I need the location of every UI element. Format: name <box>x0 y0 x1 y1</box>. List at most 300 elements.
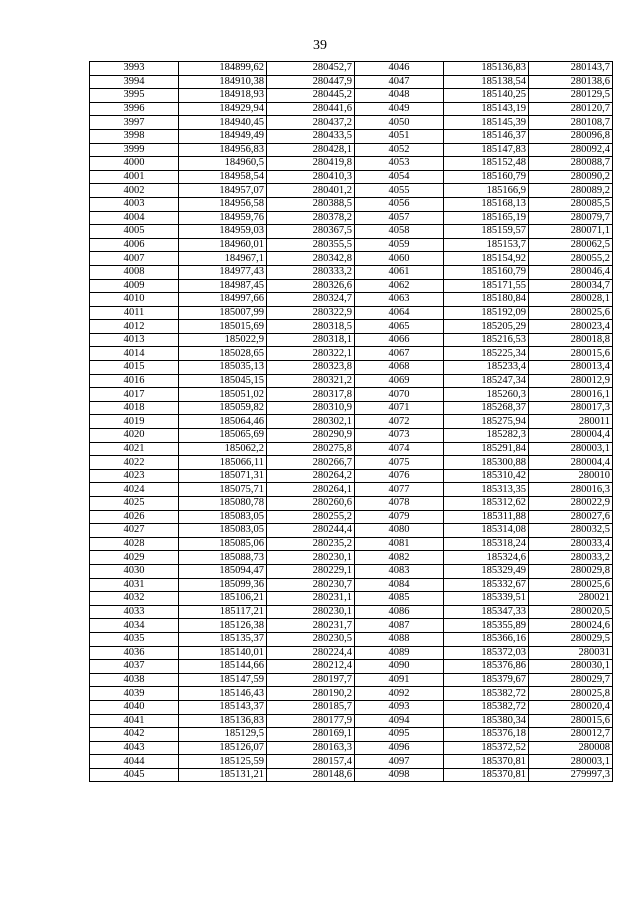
y-coordinate-left: 280367,5 <box>267 225 355 239</box>
y-coordinate-left: 280275,8 <box>267 442 355 456</box>
x-coordinate-left: 184959,03 <box>179 225 267 239</box>
x-coordinate-right: 185339,51 <box>444 592 529 606</box>
point-number-left: 3995 <box>90 89 179 103</box>
y-coordinate-right: 280003,1 <box>529 755 613 769</box>
y-coordinate-left: 280163,3 <box>267 741 355 755</box>
y-coordinate-right: 280090,2 <box>529 170 613 184</box>
table-row <box>90 741 613 755</box>
y-coordinate-right: 280024,6 <box>529 619 613 633</box>
y-coordinate-right: 280012,9 <box>529 374 613 388</box>
point-number-left: 4002 <box>90 184 179 198</box>
table-row <box>90 578 613 592</box>
y-coordinate-right: 280055,2 <box>529 252 613 266</box>
point-number-right: 4093 <box>355 700 444 714</box>
point-number-left: 4042 <box>90 728 179 742</box>
point-number-left: 4011 <box>90 306 179 320</box>
point-number-right: 4059 <box>355 238 444 252</box>
table-row <box>90 687 613 701</box>
point-number-left: 4006 <box>90 238 179 252</box>
table-row <box>90 755 613 769</box>
y-coordinate-right: 280096,8 <box>529 129 613 143</box>
y-coordinate-left: 280326,6 <box>267 279 355 293</box>
x-coordinate-right: 185233,4 <box>444 361 529 375</box>
y-coordinate-left: 280322,1 <box>267 347 355 361</box>
point-number-right: 4083 <box>355 564 444 578</box>
point-number-right: 4051 <box>355 129 444 143</box>
y-coordinate-right: 280031 <box>529 646 613 660</box>
y-coordinate-left: 280333,2 <box>267 265 355 279</box>
x-coordinate-left: 185083,05 <box>179 524 267 538</box>
x-coordinate-left: 184959,76 <box>179 211 267 225</box>
point-number-left: 4041 <box>90 714 179 728</box>
y-coordinate-right: 280046,4 <box>529 265 613 279</box>
table-row <box>90 483 613 497</box>
table-row <box>90 89 613 103</box>
y-coordinate-right: 280003,1 <box>529 442 613 456</box>
point-number-left: 4038 <box>90 673 179 687</box>
point-number-left: 3998 <box>90 129 179 143</box>
point-number-left: 4014 <box>90 347 179 361</box>
x-coordinate-left: 185140,01 <box>179 646 267 660</box>
point-number-right: 4061 <box>355 265 444 279</box>
x-coordinate-left: 185099,36 <box>179 578 267 592</box>
point-number-left: 4020 <box>90 429 179 443</box>
point-number-right: 4065 <box>355 320 444 334</box>
table-row <box>90 551 613 565</box>
x-coordinate-left: 185135,37 <box>179 632 267 646</box>
x-coordinate-right: 185159,57 <box>444 225 529 239</box>
x-coordinate-left: 184967,1 <box>179 252 267 266</box>
y-coordinate-left: 280433,5 <box>267 129 355 143</box>
table-row <box>90 714 613 728</box>
point-number-right: 4054 <box>355 170 444 184</box>
point-number-right: 4052 <box>355 143 444 157</box>
point-number-right: 4069 <box>355 374 444 388</box>
table-row <box>90 129 613 143</box>
y-coordinate-left: 280230,1 <box>267 551 355 565</box>
point-number-right: 4057 <box>355 211 444 225</box>
y-coordinate-right: 280013,4 <box>529 361 613 375</box>
table-row <box>90 497 613 511</box>
point-number-left: 4008 <box>90 265 179 279</box>
x-coordinate-right: 185313,35 <box>444 483 529 497</box>
y-coordinate-right: 280025,8 <box>529 687 613 701</box>
x-coordinate-left: 185080,78 <box>179 497 267 511</box>
y-coordinate-right: 280018,8 <box>529 333 613 347</box>
table-row <box>90 673 613 687</box>
x-coordinate-right: 185192,09 <box>444 306 529 320</box>
x-coordinate-right: 185180,84 <box>444 293 529 307</box>
y-coordinate-left: 280437,2 <box>267 116 355 130</box>
y-coordinate-left: 280244,4 <box>267 524 355 538</box>
x-coordinate-right: 185247,34 <box>444 374 529 388</box>
table-row <box>90 157 613 171</box>
x-coordinate-left: 185075,71 <box>179 483 267 497</box>
y-coordinate-right: 280034,7 <box>529 279 613 293</box>
table-row <box>90 374 613 388</box>
x-coordinate-left: 185126,07 <box>179 741 267 755</box>
y-coordinate-right: 280108,7 <box>529 116 613 130</box>
y-coordinate-right: 280016,3 <box>529 483 613 497</box>
point-number-right: 4074 <box>355 442 444 456</box>
x-coordinate-right: 185205,29 <box>444 320 529 334</box>
table-row <box>90 605 613 619</box>
point-number-left: 4009 <box>90 279 179 293</box>
y-coordinate-left: 280322,9 <box>267 306 355 320</box>
point-number-left: 4031 <box>90 578 179 592</box>
y-coordinate-right: 280089,2 <box>529 184 613 198</box>
point-number-right: 4058 <box>355 225 444 239</box>
x-coordinate-right: 185332,67 <box>444 578 529 592</box>
table-row <box>90 143 613 157</box>
point-number-right: 4088 <box>355 632 444 646</box>
x-coordinate-left: 185045,15 <box>179 374 267 388</box>
y-coordinate-left: 280190,2 <box>267 687 355 701</box>
y-coordinate-left: 280230,1 <box>267 605 355 619</box>
point-number-left: 4017 <box>90 388 179 402</box>
x-coordinate-left: 185136,83 <box>179 714 267 728</box>
x-coordinate-right: 185171,55 <box>444 279 529 293</box>
table-row <box>90 632 613 646</box>
x-coordinate-right: 185311,88 <box>444 510 529 524</box>
y-coordinate-left: 280148,6 <box>267 768 355 782</box>
point-number-right: 4085 <box>355 592 444 606</box>
y-coordinate-left: 280317,8 <box>267 388 355 402</box>
x-coordinate-right: 185355,89 <box>444 619 529 633</box>
y-coordinate-left: 280229,1 <box>267 564 355 578</box>
x-coordinate-left: 185007,99 <box>179 306 267 320</box>
x-coordinate-right: 185216,53 <box>444 333 529 347</box>
table-row <box>90 75 613 89</box>
table-row <box>90 728 613 742</box>
point-number-left: 4025 <box>90 497 179 511</box>
x-coordinate-right: 185380,34 <box>444 714 529 728</box>
table-row <box>90 564 613 578</box>
y-coordinate-left: 280231,7 <box>267 619 355 633</box>
x-coordinate-right: 185300,88 <box>444 456 529 470</box>
point-number-left: 4010 <box>90 293 179 307</box>
x-coordinate-right: 185160,79 <box>444 265 529 279</box>
x-coordinate-left: 185126,38 <box>179 619 267 633</box>
y-coordinate-right: 280085,5 <box>529 197 613 211</box>
x-coordinate-left: 184910,38 <box>179 75 267 89</box>
x-coordinate-left: 185083,05 <box>179 510 267 524</box>
x-coordinate-left: 185146,43 <box>179 687 267 701</box>
table-row <box>90 592 613 606</box>
y-coordinate-right: 280138,6 <box>529 75 613 89</box>
point-number-left: 4021 <box>90 442 179 456</box>
y-coordinate-right: 280029,8 <box>529 564 613 578</box>
table-row <box>90 429 613 443</box>
y-coordinate-right: 280071,1 <box>529 225 613 239</box>
y-coordinate-left: 280324,7 <box>267 293 355 307</box>
x-coordinate-left: 185065,69 <box>179 429 267 443</box>
x-coordinate-left: 184977,43 <box>179 265 267 279</box>
x-coordinate-left: 185088,73 <box>179 551 267 565</box>
point-number-right: 4090 <box>355 660 444 674</box>
x-coordinate-right: 185153,7 <box>444 238 529 252</box>
table-row <box>90 184 613 198</box>
coordinates-table-body <box>90 62 613 782</box>
y-coordinate-left: 280235,2 <box>267 537 355 551</box>
table-row <box>90 279 613 293</box>
point-number-left: 4044 <box>90 755 179 769</box>
y-coordinate-left: 280264,1 <box>267 483 355 497</box>
x-coordinate-left: 184958,54 <box>179 170 267 184</box>
point-number-left: 4005 <box>90 225 179 239</box>
x-coordinate-left: 184918,93 <box>179 89 267 103</box>
x-coordinate-left: 185106,21 <box>179 592 267 606</box>
point-number-right: 4066 <box>355 333 444 347</box>
x-coordinate-right: 185166,9 <box>444 184 529 198</box>
x-coordinate-left: 185125,59 <box>179 755 267 769</box>
y-coordinate-left: 280323,8 <box>267 361 355 375</box>
point-number-right: 4063 <box>355 293 444 307</box>
point-number-right: 4087 <box>355 619 444 633</box>
table-row <box>90 660 613 674</box>
x-coordinate-left: 185062,2 <box>179 442 267 456</box>
point-number-left: 4030 <box>90 564 179 578</box>
point-number-left: 4033 <box>90 605 179 619</box>
point-number-right: 4053 <box>355 157 444 171</box>
x-coordinate-left: 185131,21 <box>179 768 267 782</box>
y-coordinate-right: 280008 <box>529 741 613 755</box>
point-number-right: 4091 <box>355 673 444 687</box>
point-number-left: 4035 <box>90 632 179 646</box>
x-coordinate-left: 185147,59 <box>179 673 267 687</box>
x-coordinate-right: 185310,42 <box>444 469 529 483</box>
point-number-left: 4027 <box>90 524 179 538</box>
x-coordinate-right: 185382,72 <box>444 700 529 714</box>
point-number-right: 4079 <box>355 510 444 524</box>
point-number-right: 4086 <box>355 605 444 619</box>
x-coordinate-right: 185136,83 <box>444 62 529 76</box>
y-coordinate-left: 280428,1 <box>267 143 355 157</box>
x-coordinate-left: 185085,06 <box>179 537 267 551</box>
table-row <box>90 456 613 470</box>
table-row <box>90 170 613 184</box>
point-number-right: 4084 <box>355 578 444 592</box>
y-coordinate-left: 280224,4 <box>267 646 355 660</box>
x-coordinate-left: 185035,13 <box>179 361 267 375</box>
x-coordinate-right: 185312,62 <box>444 497 529 511</box>
table-row <box>90 306 613 320</box>
table-row <box>90 619 613 633</box>
y-coordinate-left: 280185,7 <box>267 700 355 714</box>
point-number-right: 4098 <box>355 768 444 782</box>
point-number-right: 4062 <box>355 279 444 293</box>
point-number-left: 3996 <box>90 102 179 116</box>
table-row <box>90 238 613 252</box>
y-coordinate-right: 280079,7 <box>529 211 613 225</box>
point-number-left: 4019 <box>90 415 179 429</box>
x-coordinate-left: 185144,66 <box>179 660 267 674</box>
x-coordinate-right: 185275,94 <box>444 415 529 429</box>
y-coordinate-right: 280062,5 <box>529 238 613 252</box>
x-coordinate-right: 185138,54 <box>444 75 529 89</box>
x-coordinate-right: 185260,3 <box>444 388 529 402</box>
point-number-right: 4096 <box>355 741 444 755</box>
table-row <box>90 361 613 375</box>
y-coordinate-right: 280030,1 <box>529 660 613 674</box>
x-coordinate-right: 185143,19 <box>444 102 529 116</box>
table-row <box>90 510 613 524</box>
y-coordinate-right: 280011 <box>529 415 613 429</box>
point-number-right: 4097 <box>355 755 444 769</box>
y-coordinate-left: 280212,4 <box>267 660 355 674</box>
y-coordinate-left: 280231,1 <box>267 592 355 606</box>
x-coordinate-right: 185268,37 <box>444 401 529 415</box>
x-coordinate-right: 185314,08 <box>444 524 529 538</box>
table-row <box>90 524 613 538</box>
x-coordinate-right: 185154,92 <box>444 252 529 266</box>
y-coordinate-right: 279997,3 <box>529 768 613 782</box>
table-row <box>90 700 613 714</box>
y-coordinate-right: 280029,5 <box>529 632 613 646</box>
point-number-left: 4000 <box>90 157 179 171</box>
y-coordinate-left: 280388,5 <box>267 197 355 211</box>
y-coordinate-left: 280290,9 <box>267 429 355 443</box>
table-row <box>90 102 613 116</box>
x-coordinate-right: 185382,72 <box>444 687 529 701</box>
x-coordinate-left: 185066,11 <box>179 456 267 470</box>
point-number-right: 4046 <box>355 62 444 76</box>
y-coordinate-left: 280401,2 <box>267 184 355 198</box>
x-coordinate-left: 185143,37 <box>179 700 267 714</box>
point-number-left: 4028 <box>90 537 179 551</box>
point-number-right: 4071 <box>355 401 444 415</box>
table-row <box>90 320 613 334</box>
y-coordinate-left: 280169,1 <box>267 728 355 742</box>
point-number-right: 4056 <box>355 197 444 211</box>
x-coordinate-left: 184949,49 <box>179 129 267 143</box>
point-number-right: 4055 <box>355 184 444 198</box>
table-row <box>90 388 613 402</box>
table-row <box>90 347 613 361</box>
table-row <box>90 211 613 225</box>
x-coordinate-right: 185376,18 <box>444 728 529 742</box>
y-coordinate-left: 280197,7 <box>267 673 355 687</box>
y-coordinate-right: 280004,4 <box>529 429 613 443</box>
table-row <box>90 293 613 307</box>
x-coordinate-right: 185329,49 <box>444 564 529 578</box>
point-number-right: 4089 <box>355 646 444 660</box>
y-coordinate-left: 280355,5 <box>267 238 355 252</box>
y-coordinate-right: 280025,6 <box>529 578 613 592</box>
y-coordinate-left: 280441,6 <box>267 102 355 116</box>
x-coordinate-right: 185152,48 <box>444 157 529 171</box>
x-coordinate-right: 185370,81 <box>444 768 529 782</box>
y-coordinate-left: 280318,1 <box>267 333 355 347</box>
y-coordinate-right: 280023,4 <box>529 320 613 334</box>
x-coordinate-right: 185372,52 <box>444 741 529 755</box>
y-coordinate-left: 280452,7 <box>267 62 355 76</box>
y-coordinate-right: 280120,7 <box>529 102 613 116</box>
x-coordinate-right: 185291,84 <box>444 442 529 456</box>
y-coordinate-right: 280017,3 <box>529 401 613 415</box>
table-row <box>90 62 613 76</box>
point-number-left: 4012 <box>90 320 179 334</box>
y-coordinate-left: 280419,8 <box>267 157 355 171</box>
y-coordinate-right: 280004,4 <box>529 456 613 470</box>
x-coordinate-left: 185059,82 <box>179 401 267 415</box>
point-number-right: 4081 <box>355 537 444 551</box>
x-coordinate-left: 185015,69 <box>179 320 267 334</box>
point-number-left: 4016 <box>90 374 179 388</box>
y-coordinate-left: 280318,5 <box>267 320 355 334</box>
point-number-right: 4082 <box>355 551 444 565</box>
point-number-left: 4023 <box>90 469 179 483</box>
y-coordinate-right: 280032,5 <box>529 524 613 538</box>
point-number-right: 4095 <box>355 728 444 742</box>
point-number-right: 4068 <box>355 361 444 375</box>
y-coordinate-right: 280015,6 <box>529 714 613 728</box>
point-number-right: 4047 <box>355 75 444 89</box>
x-coordinate-left: 184960,01 <box>179 238 267 252</box>
point-number-right: 4073 <box>355 429 444 443</box>
y-coordinate-right: 280029,7 <box>529 673 613 687</box>
x-coordinate-right: 185225,34 <box>444 347 529 361</box>
table-row <box>90 225 613 239</box>
table-row <box>90 252 613 266</box>
x-coordinate-left: 185071,31 <box>179 469 267 483</box>
point-number-right: 4077 <box>355 483 444 497</box>
y-coordinate-left: 280302,1 <box>267 415 355 429</box>
x-coordinate-right: 185147,83 <box>444 143 529 157</box>
y-coordinate-left: 280230,7 <box>267 578 355 592</box>
x-coordinate-left: 185051,02 <box>179 388 267 402</box>
y-coordinate-left: 280230,5 <box>267 632 355 646</box>
point-number-left: 4024 <box>90 483 179 497</box>
x-coordinate-right: 185370,81 <box>444 755 529 769</box>
point-number-left: 4004 <box>90 211 179 225</box>
y-coordinate-left: 280266,7 <box>267 456 355 470</box>
y-coordinate-right: 280021 <box>529 592 613 606</box>
y-coordinate-right: 280010 <box>529 469 613 483</box>
x-coordinate-left: 184956,83 <box>179 143 267 157</box>
point-number-left: 4029 <box>90 551 179 565</box>
point-number-right: 4080 <box>355 524 444 538</box>
point-number-right: 4060 <box>355 252 444 266</box>
point-number-left: 4034 <box>90 619 179 633</box>
point-number-right: 4092 <box>355 687 444 701</box>
point-number-left: 4032 <box>90 592 179 606</box>
x-coordinate-right: 185146,37 <box>444 129 529 143</box>
y-coordinate-right: 280020,5 <box>529 605 613 619</box>
y-coordinate-right: 280015,6 <box>529 347 613 361</box>
y-coordinate-right: 280022,9 <box>529 497 613 511</box>
y-coordinate-right: 280129,5 <box>529 89 613 103</box>
y-coordinate-right: 280025,6 <box>529 306 613 320</box>
x-coordinate-right: 185165,19 <box>444 211 529 225</box>
point-number-left: 4039 <box>90 687 179 701</box>
y-coordinate-left: 280264,2 <box>267 469 355 483</box>
point-number-left: 4026 <box>90 510 179 524</box>
point-number-left: 3997 <box>90 116 179 130</box>
point-number-left: 4037 <box>90 660 179 674</box>
table-row <box>90 646 613 660</box>
point-number-right: 4064 <box>355 306 444 320</box>
x-coordinate-left: 184960,5 <box>179 157 267 171</box>
point-number-right: 4050 <box>355 116 444 130</box>
y-coordinate-left: 280255,2 <box>267 510 355 524</box>
x-coordinate-right: 185376,86 <box>444 660 529 674</box>
x-coordinate-right: 185366,16 <box>444 632 529 646</box>
table-row <box>90 442 613 456</box>
point-number-left: 3994 <box>90 75 179 89</box>
x-coordinate-left: 184997,66 <box>179 293 267 307</box>
x-coordinate-right: 185379,67 <box>444 673 529 687</box>
